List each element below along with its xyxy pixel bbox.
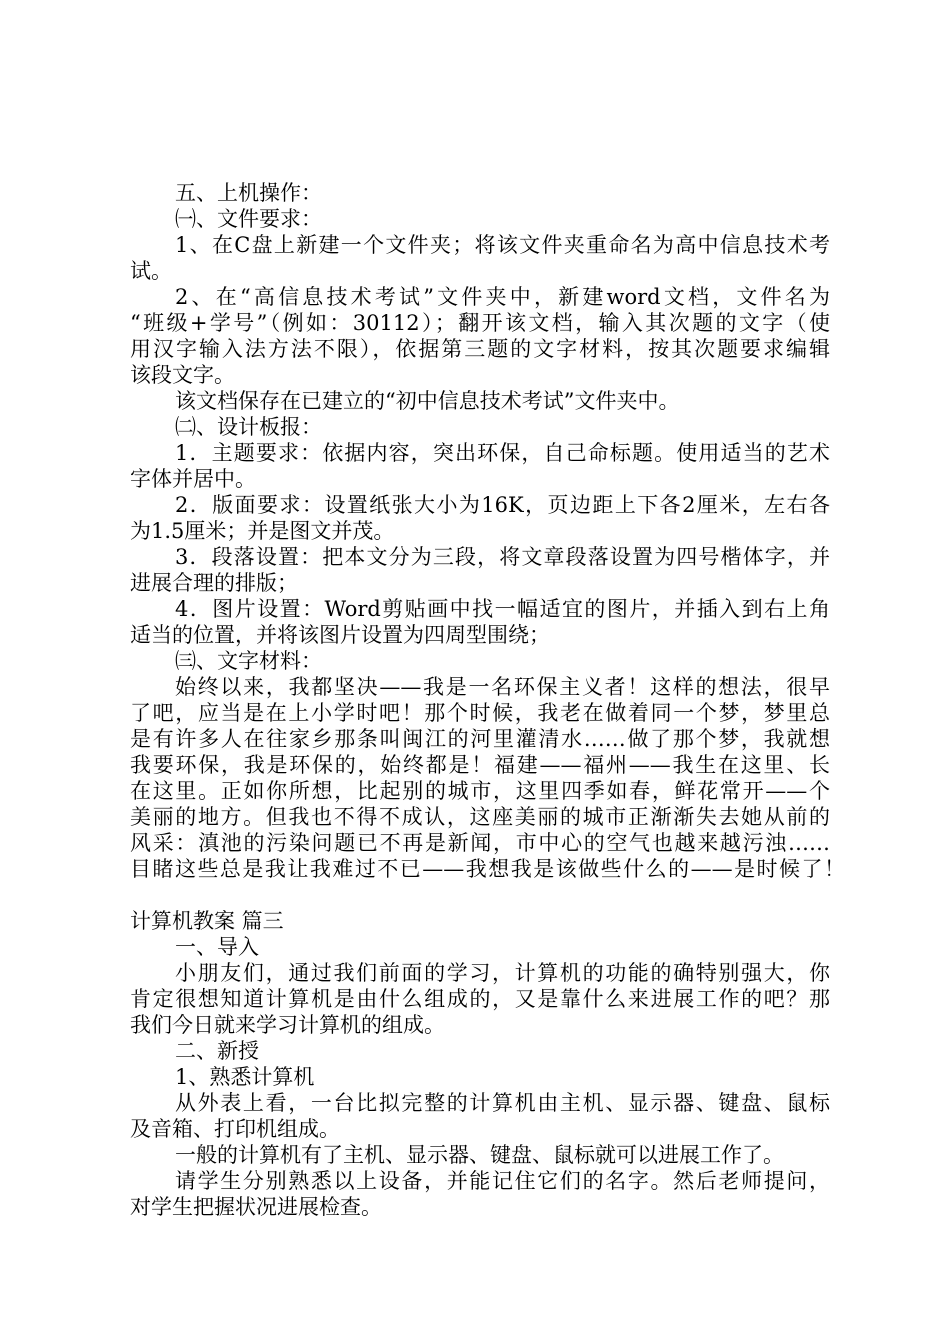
paragraph-line: 进展合理的排版； bbox=[130, 571, 298, 595]
paragraph-line: 1、在C盘上新建一个文件夹；将该文件夹重命名为高中信息技术考 bbox=[175, 233, 830, 257]
paragraph-line: 小朋友们，通过我们前面的学习，计算机的功能的确特别强大，你 bbox=[175, 961, 830, 985]
section-heading: 一、导入 bbox=[175, 935, 259, 959]
paragraph-line: 3．段落设置：把本文分为三段，将文章段落设置为四号楷体字，并 bbox=[175, 545, 830, 569]
paragraph-line: 适当的位置，并将该图片设置为四周型围绕； bbox=[130, 623, 550, 647]
paragraph-line: 肯定很想知道计算机是由什么组成的，又是靠什么来进展工作的吧？那 bbox=[130, 987, 830, 1011]
lesson-title: 计算机教案 篇三 bbox=[130, 909, 284, 933]
subsection-heading: ㈠、文件要求： bbox=[175, 207, 322, 231]
paragraph-line: 该段文字。 bbox=[130, 363, 235, 387]
paragraph-line: 请学生分别熟悉以上设备，并能记住它们的名字。然后老师提问， bbox=[175, 1169, 830, 1193]
subsection-heading: ㈡、设计板报： bbox=[175, 415, 322, 439]
paragraph-line: 一般的计算机有了主机、显示器、键盘、鼠标就可以进展工作了。 bbox=[175, 1143, 784, 1167]
paragraph-line: 4．图片设置：Word剪贴画中找一幅适宜的图片，并插入到右上角 bbox=[175, 597, 830, 621]
paragraph-line: 为1.5厘米；并是图文并茂。 bbox=[130, 519, 395, 543]
paragraph-line: 我们今日就来学习计算机的组成。 bbox=[130, 1013, 445, 1037]
paragraph-line: 字体并居中。 bbox=[130, 467, 256, 491]
paragraph-line: 在这里。正如你所想，比起别的城市，这里四季如春，鲜花常开——个 bbox=[130, 779, 830, 803]
paragraph-line: 从外表上看，一台比拟完整的计算机由主机、显示器、键盘、鼠标 bbox=[175, 1091, 830, 1115]
paragraph-line: 试。 bbox=[130, 259, 172, 283]
paragraph-line: 1．主题要求：依据内容，突出环保，自己命标题。使用适当的艺术 bbox=[175, 441, 830, 465]
paragraph-line: 用汉字输入法方法不限），依据第三题的文字材料，按其次题要求编辑 bbox=[130, 337, 830, 361]
paragraph-line: 对学生把握状况进展检查。 bbox=[130, 1195, 382, 1219]
paragraph-line: 始终以来，我都坚决——我是一名环保主义者！这样的想法，很早 bbox=[175, 675, 830, 699]
paragraph-line: 2．版面要求：设置纸张大小为16K，页边距上下各2厘米，左右各 bbox=[175, 493, 830, 517]
paragraph-line: “班级+学号”（例如：30112）；翻开该文档，输入其次题的文字（使 bbox=[130, 311, 830, 335]
paragraph-line: 我要环保，我是环保的，始终都是！福建——福州——我生在这里、长 bbox=[130, 753, 830, 777]
paragraph-line: 风采：滇池的污染问题已不再是新闻，市中心的空气也越来越污浊…… bbox=[130, 831, 830, 855]
paragraph-line: 该文档保存在已建立的“初中信息技术考试”文件夹中。 bbox=[175, 389, 680, 413]
section-heading: 二、新授 bbox=[175, 1039, 259, 1063]
paragraph-line: 2、在“高信息技术考试”文件夹中，新建word文档，文件名为 bbox=[175, 285, 830, 309]
paragraph-line: 是有许多人在往家乡那条叫闽江的河里灌清水……做了那个梦，我就想 bbox=[130, 727, 830, 751]
paragraph-line: 目睹这些总是我让我难过不已——我想我是该做些什么的——是时候了！ bbox=[130, 857, 845, 881]
paragraph-line: 美丽的地方。但我也不得不成认，这座美丽的城市正渐渐失去她从前的 bbox=[130, 805, 830, 829]
section-heading: 五、上机操作： bbox=[175, 181, 322, 205]
paragraph-line: 及音箱、打印机组成。 bbox=[130, 1117, 340, 1141]
subsection-heading: 1、熟悉计算机 bbox=[175, 1065, 315, 1089]
subsection-heading: ㈢、文字材料： bbox=[175, 649, 322, 673]
paragraph-line: 了吧，应当是在上小学时吧！那个时候，我老在做着同一个梦，梦里总 bbox=[130, 701, 830, 725]
